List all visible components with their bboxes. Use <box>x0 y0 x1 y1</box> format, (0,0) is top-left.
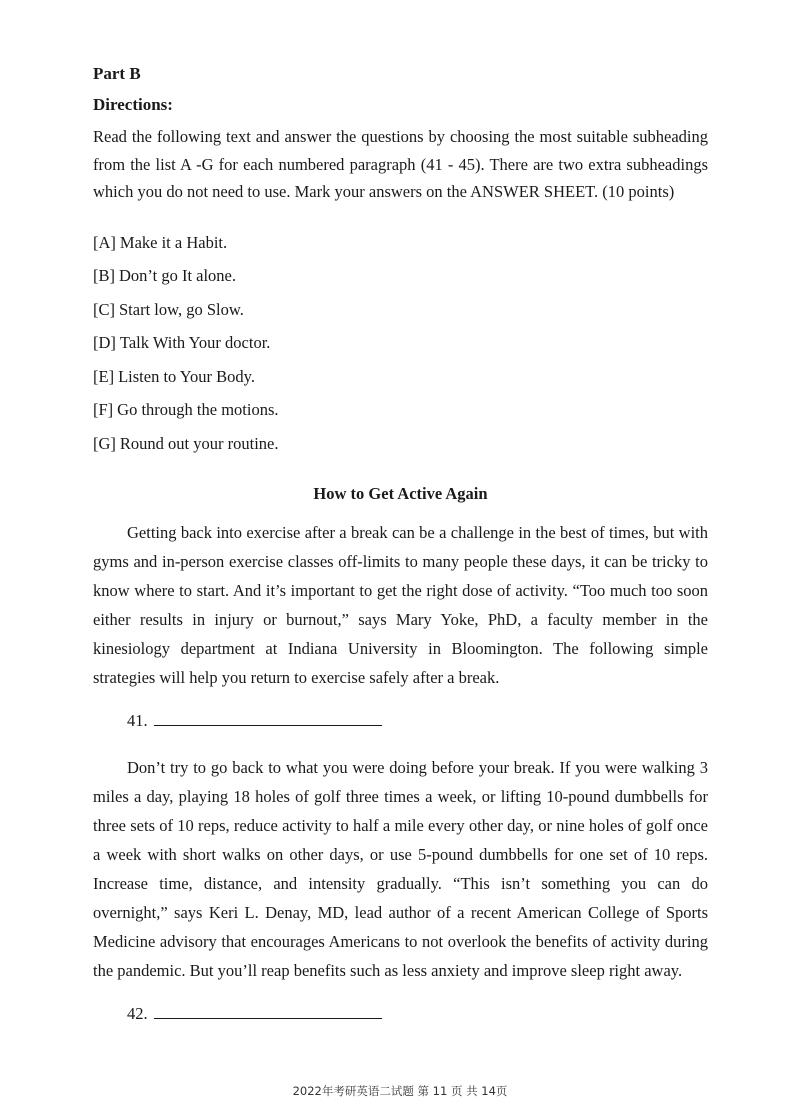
option-item <box>93 360 708 394</box>
answer-blank-line <box>154 709 382 726</box>
article-intro-paragraph: Getting back into exercise after a break can be a challenge in the best of times, but with gyms and in-person exercise classes off-limits to many people these days, it can be tricky to know where to start. And it’s important to get the right dose of activity. “Too much too soon either results in injury or burnout,” says Mary Yoke, PhD, a faculty member in the kinesiology department at Indiana University in Bloomington. The following simple strategies will help you return to exercise safely after a break. <box>93 522 708 687</box>
directions-text: Read the following text and answer the questions by choosing the most suitable subheading from the list A -G for each numbered paragraph (41 - 45). There are two extra subheadings which you do not need to use. Mark your answers on the ANSWER SHEET. (10 points) <box>93 127 708 201</box>
answer-blank-line <box>154 1002 382 1019</box>
option-letter: [A] <box>93 232 116 252</box>
directions-title: Directions: <box>93 95 173 114</box>
question-number: 42. <box>127 1003 148 1023</box>
paragraph-41: Don’t try to go back to what you were doing before your break. If you were walking 3 miles a day, playing 18 holes of golf three times a week, or lifting 10-pound dumbbells for three sets of 10 reps, reduce activity to half a mile every other day, or nine holes of golf once a week with short walks on other days, or use 5-pound dumbbells for one set of 10 reps. Increase time, distance, and intensity gradually. “This isn’t something you can do overnight,” says Keri L. Denay, MD, lead author of a recent American College of Sports Medicine advisory that encourages Americans to not overlook the benefits of activity during the pandemic. But you’ll reap benefits such as less anxiety and improve sleep right away. <box>93 757 708 980</box>
question-42-blank <box>127 1002 708 1026</box>
option-letter: [D] <box>93 333 116 353</box>
page-footer: 2022年考研英语二试题 第 11 页 共 14页 <box>292 1084 508 1098</box>
option-text: Listen to Your Body. <box>118 366 255 386</box>
option-text: Don’t go It alone. <box>119 266 237 286</box>
exam-page <box>93 62 708 1026</box>
option-item <box>93 293 708 327</box>
option-item <box>93 226 708 260</box>
option-letter: [B] <box>93 266 115 286</box>
option-item <box>93 326 708 360</box>
option-letter: [C] <box>93 299 115 319</box>
part-title: Part B <box>93 64 141 83</box>
option-text: Make it a Habit. <box>119 232 228 252</box>
option-text: Start low, go Slow. <box>119 299 244 319</box>
option-text: Round out your routine. <box>119 434 279 454</box>
option-item <box>93 393 708 427</box>
option-letter: [E] <box>93 366 115 386</box>
subheading-options <box>93 226 708 461</box>
option-text: Talk With Your doctor. <box>119 333 271 353</box>
question-number: 41. <box>127 710 148 730</box>
option-letter: [F] <box>93 400 114 420</box>
article-title: How to Get Active Again <box>313 483 488 503</box>
option-text: Go through the motions. <box>117 400 279 420</box>
option-item <box>93 259 708 293</box>
question-41-blank <box>127 709 708 733</box>
option-item <box>93 427 708 461</box>
option-letter: [G] <box>93 434 116 454</box>
